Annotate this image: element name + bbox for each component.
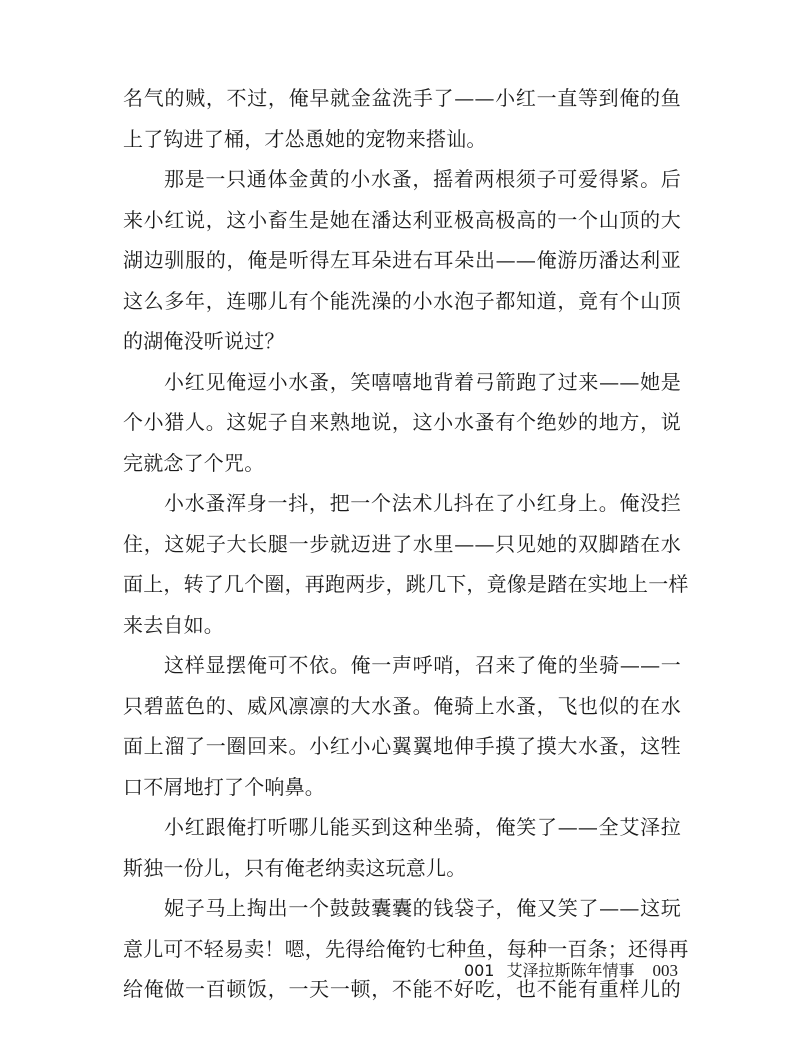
section-number: 001	[463, 961, 495, 980]
text-line: 小红跟俺打听哪儿能买到这种坐骑，俺笑了——全艾泽拉	[164, 815, 681, 839]
text-line: 住，这妮子大长腿一步就迈进了水里——只见她的双脚踏在水	[123, 531, 681, 556]
text-line: 名气的贼，不过，俺早就金盆洗手了——小红一直等到俺的鱼	[123, 86, 681, 110]
text-line: 妮子马上掏出一个鼓鼓囊囊的钱袋子，俺又笑了——这玩	[164, 896, 681, 920]
text-line: 这样显摆俺可不依。俺一声呼哨，召来了俺的坐骑——一	[164, 653, 681, 677]
text-line: 只碧蓝色的、威风凛凛的大水蚤。俺骑上水蚤，飞也似的在水	[123, 693, 681, 718]
text-line: 的湖俺没听说过？	[123, 329, 285, 353]
text-line: 口不屑地打了个响鼻。	[123, 774, 325, 799]
text-line: 面上，转了几个圈，再跑两步，跳几下，竟像是踏在实地上一样	[123, 572, 689, 596]
page-number: 003	[652, 961, 678, 980]
text-line: 完就念了个咒。	[123, 450, 265, 475]
text-line: 给俺做一百顿饭，一天一顿，不能不好吃，也不能有重样儿的	[123, 977, 681, 1001]
text-line: 小红见俺逗小水蚤，笑嘻嘻地背着弓箭跑了过来——她是	[164, 369, 681, 394]
text-line: 斯独一份儿，只有俺老纳卖这玩意儿。	[123, 855, 467, 880]
text-line: 那是一只通体金黄的小水蚤，摇着两根须子可爱得紧。后	[164, 167, 681, 191]
text-line: 这么多年，连哪儿有个能洗澡的小水泡子都知道，竟有个山顶	[123, 288, 681, 313]
text-line: 来去自如。	[123, 612, 224, 637]
text-line: 小水蚤浑身一抖，把一个法术儿抖在了小红身上。俺没拦	[164, 491, 681, 515]
text-line: 上了钩进了桶，才怂恿她的宠物来搭讪。	[123, 126, 487, 151]
text-line: 湖边驯服的，俺是听得左耳朵进右耳朵出——俺游历潘达利亚	[123, 248, 681, 272]
page-footer	[464, 956, 678, 986]
running-title: 艾泽拉斯陈年情事	[506, 961, 635, 980]
text-line: 个小猎人。这妮子自来熟地说，这小水蚤有个绝妙的地方，说	[123, 410, 681, 434]
text-line: 意儿可不轻易卖！嗯，先得给俺钓七种鱼，每种一百条；还得再	[123, 936, 689, 961]
text-line: 来小红说，这小畜生是她在潘达利亚极高极高的一个山顶的大	[123, 207, 681, 232]
text-line: 面上溜了一圈回来。小红小心翼翼地伸手摸了摸大水蚤，这牲	[123, 734, 681, 758]
body-text	[123, 78, 689, 1010]
